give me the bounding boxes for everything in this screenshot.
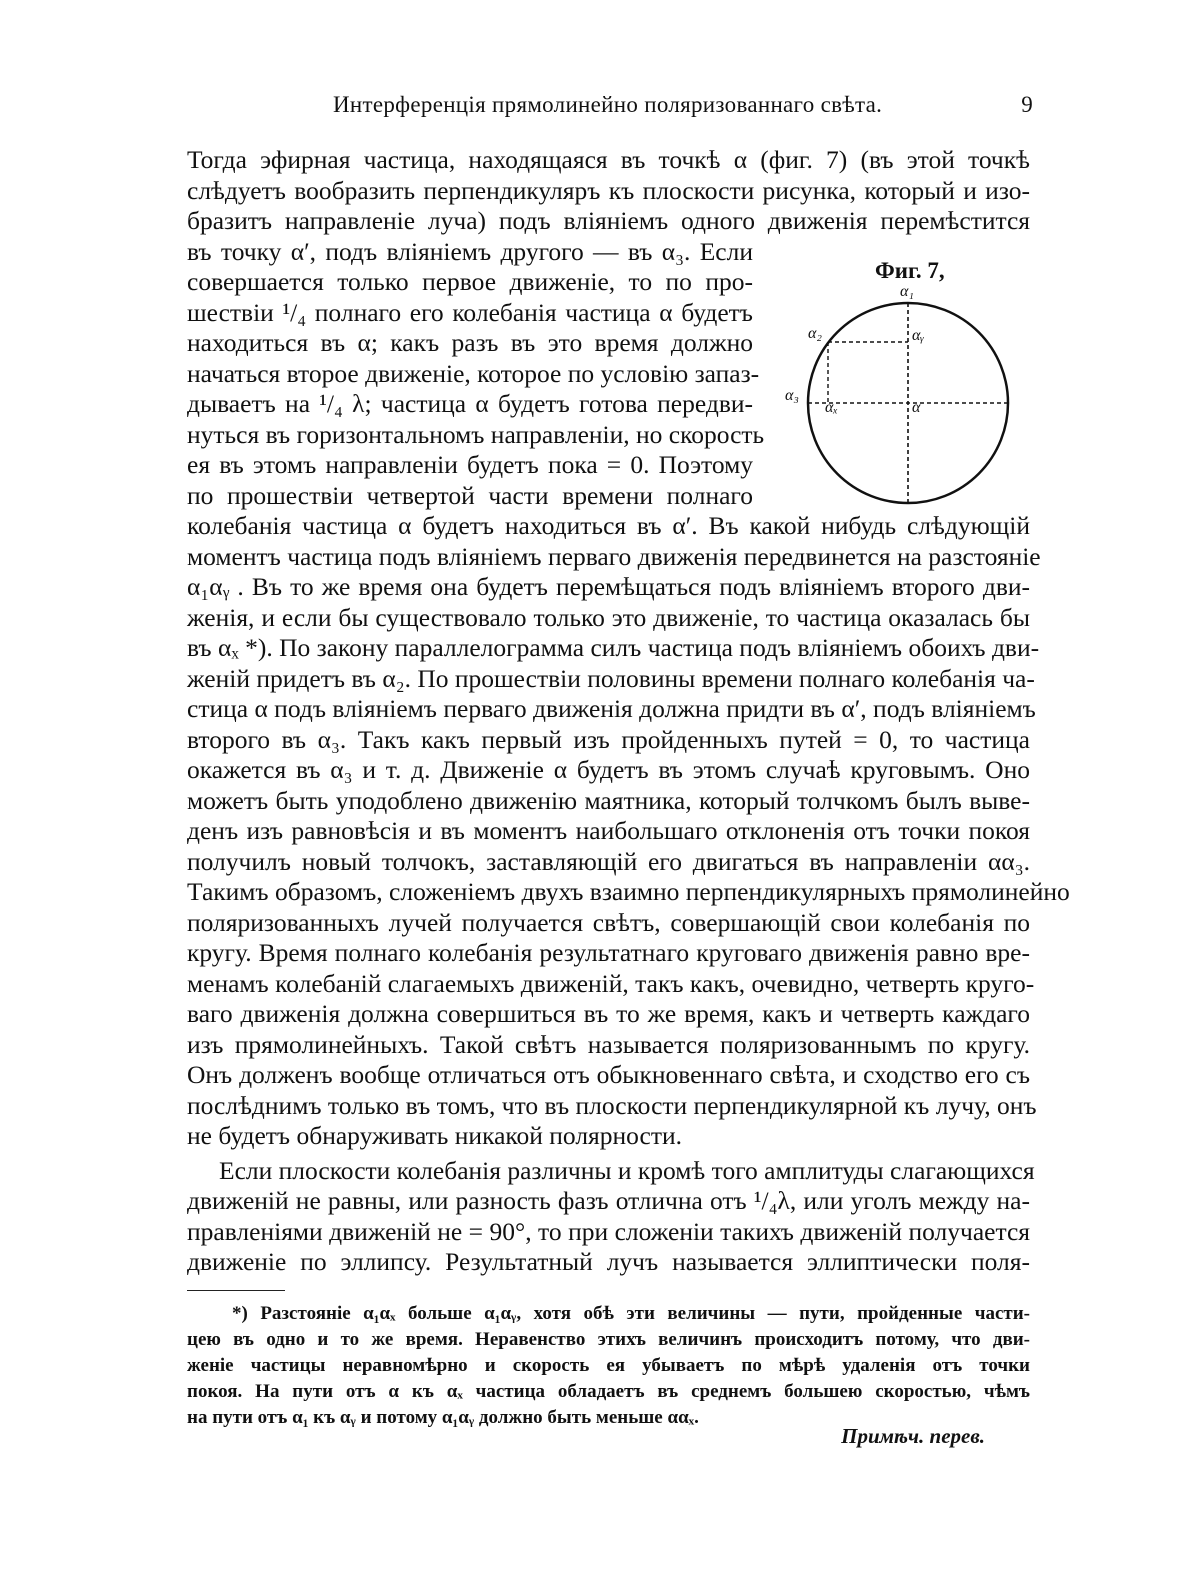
running-title: Интерференція прямолинейно поляризованнаго свѣта. (333, 92, 883, 117)
text-line: бразитъ направленіе луча) подъ вліяніемъ одного движенія перемѣстится (187, 206, 1030, 235)
footnote-line: *) Разстояніе α₁αₓ больше α₁αᵧ, хотя обѣ эти величины — пути, пройденные части- (232, 1303, 1030, 1324)
text-line: ваго движенія должна совершиться въ то же время, какъ и четверть каждаго (187, 999, 1030, 1028)
text-line: не будетъ обнаруживать никакой полярности. (187, 1121, 683, 1150)
footnote-line: на пути отъ α₁ къ αᵧ и потому α₁αᵧ должно быть меньше ααₓ. (187, 1407, 699, 1428)
label-alpha: α (912, 399, 921, 416)
text-line: моментъ частица подъ вліяніемъ перваго движенія передвинется на разстояніе (187, 542, 1041, 571)
text-line: второго въ α₃. Такъ какъ первый изъ пройденныхъ путей = 0, то частица (187, 725, 1030, 754)
footnote-line: покоя. На пути отъ α къ αₓ частица обладаетъ въ среднемъ большею скоростью, чѣмъ (187, 1381, 1030, 1402)
text-line: находиться въ α; какъ разъ въ это время должно (187, 328, 753, 357)
footnote-line: цею въ одно и то же время. Неравенство этихъ величинъ происходитъ потому, что дви- (187, 1329, 1030, 1350)
text-line: поляризованныхъ лучей получается свѣтъ, совершающій свои колебанія по (187, 908, 1030, 937)
text-line: въ αₓ *). По закону параллелограмма силъ частица подъ вліяніемъ обоихъ дви- (187, 633, 1040, 662)
text-line: денъ изъ равновѣсія и въ моментъ наибольшаго отклоненія отъ точки покоя (187, 816, 1030, 845)
text-line: получилъ новый толчокъ, заставляющій его двигаться въ направленіи αα₃. (187, 847, 1030, 876)
text-line: ея въ этомъ направленіи будетъ пока = 0. Поэтому (187, 450, 753, 479)
label-alpha-1: α₁ (900, 283, 914, 300)
text-line: нуться въ горизонтальномъ направленіи, но скорость (187, 420, 765, 449)
text-line: послѣднимъ только въ томъ, что въ плоскости перпендикулярной къ лучу, онъ (187, 1091, 1037, 1120)
text-line: начаться второе движеніе, которое по условію запаз- (187, 359, 760, 388)
figure-caption: Фиг. 7, (875, 258, 945, 283)
label-alpha-2: α₂ (808, 325, 822, 342)
text-line: Онъ долженъ вообще отличаться отъ обыкновеннаго свѣта, и сходство его съ (187, 1060, 1030, 1089)
text-line: Такимъ образомъ, сложеніемъ двухъ взаимно перпендикулярныхъ прямолинейно (187, 877, 1070, 906)
footnote-line: женіе частицы неравномѣрно и скорость ея убываетъ по мѣрѣ удаленія отъ точки (187, 1355, 1030, 1376)
text-line: женій придетъ въ α₂. По прошествіи половины времени полнаго колебанія ча- (187, 664, 1035, 693)
text-line: шествіи ¹/₄ полнаго его колебанія частица α будетъ (187, 298, 753, 327)
footnote-rule (187, 1290, 285, 1291)
text-line: колебанія частица α будетъ находиться въ α′. Въ какой нибудь слѣдующій (187, 511, 1030, 540)
text-line: стица α подъ вліяніемъ перваго движенія должна придти въ α′, подъ вліяніемъ (187, 694, 1036, 723)
label-alpha-y: αᵧ (912, 327, 925, 344)
text-line: Если плоскости колебанія различны и кромѣ того амплитуды слагающихся (219, 1156, 1035, 1185)
text-line: правленіями движеній не = 90°, то при сложеніи такихъ движеній получается (187, 1217, 1030, 1246)
text-line: кругу. Время полнаго колебанія результатнаго круговаго движенія равно вре- (187, 938, 1030, 967)
text-line: въ точку α′, подъ вліяніемъ другого — въ α₃. Если (187, 237, 753, 266)
text-line: α₁αᵧ . Въ то же время она будетъ перемѣщаться подъ вліяніемъ второго дви- (187, 572, 1030, 601)
label-alpha-x: αₓ (825, 399, 838, 416)
text-line: менамъ колебаній слагаемыхъ движеній, такъ какъ, очевидно, четверть круго- (187, 969, 1035, 998)
text-line: окажется въ α₃ и т. д. Движеніе α будетъ въ этомъ случаѣ круговымъ. Оно (187, 755, 1030, 784)
text-line: движеній не равны, или разность фазъ отлична отъ ¹/₄λ, или уголъ между на- (187, 1186, 1030, 1215)
text-line: движеніе по эллипсу. Результатный лучъ называется эллиптически поля- (187, 1247, 1030, 1276)
text-line: Тогда эфирная частица, находящаяся въ точкѣ α (фиг. 7) (въ этой точкѣ (187, 145, 1030, 174)
text-line: по прошествіи четвертой части времени полнаго (187, 481, 753, 510)
text-line: изъ прямолинейныхъ. Такой свѣтъ называется поляризованнымъ по кругу. (187, 1030, 1030, 1059)
figure-diagram (775, 250, 1037, 500)
text-line: женія, и если бы существовало только это движеніе, то частица оказалась бы (187, 603, 1030, 632)
running-header (187, 92, 1033, 126)
page-number: 9 (1021, 92, 1033, 117)
text-line: можетъ быть уподоблено движенію маятника, который толчкомъ былъ выве- (187, 786, 1030, 815)
text-line: слѣдуетъ вообразить перпендикуляръ къ плоскости рисунка, который и изо- (187, 176, 1030, 205)
text-line: дываетъ на ¹/₄ λ; частица α будетъ готова передви- (187, 389, 753, 418)
figure-7 (775, 250, 1037, 500)
text-line: совершается только первое движеніе, то по про- (187, 267, 753, 296)
label-alpha-3: α₃ (785, 387, 799, 404)
translator-note: Примѣч. перев. (841, 1424, 985, 1448)
